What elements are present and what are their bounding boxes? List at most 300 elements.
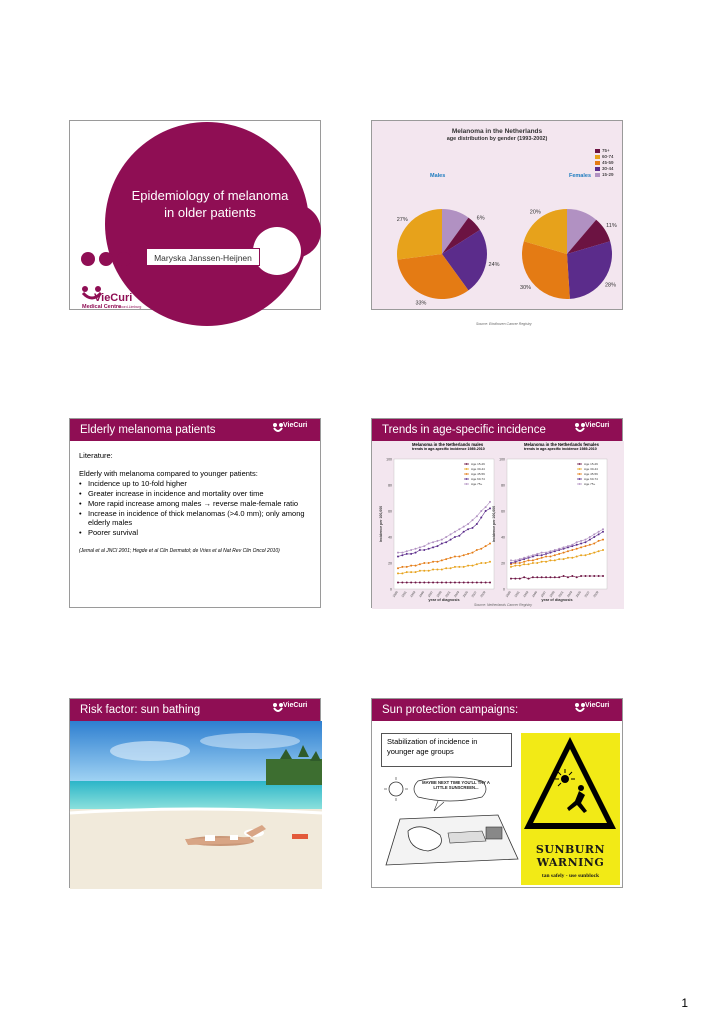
data-point (563, 575, 565, 577)
data-point (423, 582, 425, 584)
data-point (441, 559, 443, 561)
data-point (406, 566, 408, 568)
data-point (602, 575, 604, 577)
data-point (436, 545, 438, 547)
legend-label: Age 60-74 (471, 477, 485, 482)
x-tick-label: 1999 (435, 590, 443, 599)
data-point (458, 528, 460, 530)
data-point (489, 582, 491, 584)
pie-slice-label: 11% (606, 223, 617, 230)
data-point (580, 540, 582, 542)
data-point (458, 582, 460, 584)
data-point (541, 576, 543, 578)
data-point (532, 554, 534, 556)
data-point (445, 582, 447, 584)
x-tick-label: 2009 (592, 590, 600, 599)
data-point (450, 533, 452, 535)
viecuri-logo-small: VieCuri (574, 701, 614, 719)
y-tick-label: 40 (501, 535, 505, 540)
x-tick-label: 2001 (444, 590, 452, 599)
x-tick-label: 1991 (513, 590, 521, 599)
author-box: Maryska Janssen-Heijnen (146, 248, 260, 266)
data-point (467, 565, 469, 567)
data-point (554, 549, 556, 551)
pie-slice-label: 30% (520, 285, 532, 292)
data-point (415, 571, 417, 573)
data-point (554, 559, 556, 561)
data-point (545, 561, 547, 563)
data-point (510, 578, 512, 580)
data-point (523, 561, 525, 563)
data-point (563, 558, 565, 560)
data-point (514, 559, 516, 561)
beach-photo (70, 721, 322, 889)
data-point (458, 535, 460, 537)
y-tick-label: 60 (388, 509, 392, 514)
data-point (397, 582, 399, 584)
x-tick-label: 1989 (391, 590, 399, 599)
bullet-text: Incidence up to 10-fold higher (88, 479, 187, 488)
x-tick-label: 1999 (548, 590, 556, 599)
data-point (401, 566, 403, 568)
x-tick-label: 2009 (479, 590, 487, 599)
data-point (428, 543, 430, 545)
data-point (419, 570, 421, 572)
data-point (510, 566, 512, 568)
data-point (563, 552, 565, 554)
x-tick-label: 2003 (566, 590, 574, 599)
data-point (463, 526, 465, 528)
data-point (463, 566, 465, 568)
data-point (415, 548, 417, 550)
data-point (480, 517, 482, 519)
data-point (549, 550, 551, 552)
data-point (567, 576, 569, 578)
data-point (580, 554, 582, 556)
data-point (467, 528, 469, 530)
data-point (489, 501, 491, 503)
data-point (576, 548, 578, 550)
data-point (415, 582, 417, 584)
data-point (415, 552, 417, 554)
data-point (419, 546, 421, 548)
data-point (436, 582, 438, 584)
legend-marker (579, 473, 581, 475)
viecuri-logo-small: VieCuri (272, 701, 312, 719)
data-point (528, 578, 530, 580)
x-tick-label: 2005 (461, 590, 469, 599)
y-tick-label: 0 (503, 587, 505, 592)
data-point (571, 549, 573, 551)
data-point (450, 567, 452, 569)
viecuri-logo-small: VieCuri (574, 421, 614, 439)
data-point (441, 569, 443, 571)
data-point (523, 563, 525, 565)
data-point (489, 543, 491, 545)
data-point (589, 536, 591, 538)
data-point (419, 582, 421, 584)
data-point (554, 576, 556, 578)
data-point (567, 550, 569, 552)
data-point (480, 582, 482, 584)
legend-marker (579, 483, 581, 485)
pie-slice-label: 20% (529, 209, 541, 216)
x-tick-label: 1993 (522, 590, 530, 599)
data-point (541, 554, 543, 556)
x-tick-label: 1989 (504, 590, 512, 599)
data-point (445, 536, 447, 538)
data-point (458, 556, 460, 558)
data-point (467, 553, 469, 555)
data-point (410, 565, 412, 567)
data-point (401, 552, 403, 554)
data-point (432, 582, 434, 584)
data-point (485, 545, 487, 547)
data-point (436, 540, 438, 542)
x-tick-label: 2003 (453, 590, 461, 599)
data-point (397, 556, 399, 558)
trends-panel: Melanoma in the Netherlands males trends in age-specific incidence 1989-2010 Melanoma in the Netherlands females trends in age-specific incidence 1989-2010 0 20 40 60 80 100 1989 1991 1993 1995 1997 1999 2001 2003 2005 2007 2009 Incidence per 100,000 year of diagnosis Age 15-29 Age 30-44 Age 45-59 Age 60-74 Age 75+ 0 20 40 60 80 100 1989 1991 1993 1995 1997 1999 2001 2003 2005 2007 2009 Incidence per 100,000 year of diagnosis Age 15-29 Age 30-44 Age 45-59 Age 60-74 Age 75+ Source: Netherlands Cancer Registry (372, 441, 624, 609)
bullet-item (79, 489, 315, 498)
data-point (485, 510, 487, 512)
legend-entry: 60-74 (595, 154, 614, 160)
data-point (436, 561, 438, 563)
bullet-icon: • (79, 489, 82, 498)
data-point (571, 557, 573, 559)
data-point (598, 533, 600, 535)
data-point (432, 546, 434, 548)
slide-sun-protection (371, 698, 623, 888)
bullet-icon: • (79, 509, 82, 518)
pie-label-females: Females (569, 173, 592, 179)
data-point (397, 552, 399, 554)
data-point (454, 531, 456, 533)
slide-pie-charts (371, 120, 623, 326)
data-point (532, 559, 534, 561)
data-point (476, 523, 478, 525)
data-point (441, 543, 443, 545)
slide3-body: Literature: Elderly with melanoma compared to younger patients: • Incidence up to 10-fold higher • Greater increase in incidence and mortality over time • More rapid increase among males → reverse male-female ratio • Increase in incidence of thick melanomas (>4.0 mm); only among elderly males • Poorer survival (Jemal et al JNCI 2001; Hegde et al Clin Dermatol; de Vries et al Nat Rev Clin Oncol 2010) (79, 451, 315, 556)
data-point (463, 554, 465, 556)
pie-slice-label: 28% (604, 282, 616, 289)
legend-entry: 45-59 (595, 160, 614, 166)
data-point (598, 550, 600, 552)
slide-title (69, 120, 321, 310)
y-tick-label: 40 (388, 535, 392, 540)
legend-marker (579, 463, 581, 465)
data-point (423, 545, 425, 547)
pie-source: Source: Eindhoven Cancer Registry (476, 322, 532, 326)
data-point (471, 552, 473, 554)
data-point (458, 566, 460, 568)
data-point (454, 556, 456, 558)
bullet-icon: • (79, 528, 82, 537)
data-point (397, 572, 399, 574)
bullet-text: Poorer survival (88, 528, 139, 537)
data-point (454, 536, 456, 538)
data-point (401, 554, 403, 556)
pie-slice-label: 33% (415, 300, 427, 307)
data-point (584, 539, 586, 541)
legend-marker (466, 473, 468, 475)
data-point (576, 541, 578, 543)
pie-label-males: Males (430, 173, 446, 179)
data-point (558, 558, 560, 560)
slide-trends (371, 418, 623, 608)
data-point (563, 546, 565, 548)
x-tick-label: 1997 (539, 590, 547, 599)
data-point (598, 531, 600, 533)
bullet-text: More rapid increase among males → reverse male-female ratio (88, 499, 299, 508)
data-point (428, 582, 430, 584)
data-point (428, 548, 430, 550)
bullet-item (79, 479, 315, 488)
legend-marker (466, 483, 468, 485)
data-point (584, 545, 586, 547)
data-point (549, 576, 551, 578)
slide6-header: Sun protection campaigns: (372, 699, 622, 721)
data-point (423, 570, 425, 572)
bullet-icon: • (79, 479, 82, 488)
data-point (536, 576, 538, 578)
data-point (445, 541, 447, 543)
data-point (406, 571, 408, 573)
data-point (532, 562, 534, 564)
legend-label: Age 45-59 (471, 472, 485, 477)
x-tick-label: 1995 (530, 590, 539, 599)
slide5-header: Risk factor: sun bathing (70, 699, 320, 721)
data-point (541, 561, 543, 563)
slide4-header: Trends in age-specific incidence (372, 419, 622, 441)
data-point (471, 527, 473, 529)
data-point (558, 576, 560, 578)
data-point (523, 576, 525, 578)
data-point (549, 559, 551, 561)
legend-label: Age 30-44 (471, 467, 485, 472)
data-point (580, 543, 582, 545)
data-point (584, 541, 586, 543)
bullet-list (79, 479, 315, 537)
data-point (576, 556, 578, 558)
y-tick-label: 80 (501, 483, 505, 488)
data-point (450, 539, 452, 541)
data-point (541, 552, 543, 554)
bullet-item (79, 499, 315, 508)
data-point (580, 575, 582, 577)
data-point (432, 561, 434, 563)
data-point (528, 556, 530, 558)
legend-marker (579, 468, 581, 470)
data-point (545, 552, 547, 554)
pie-slice-label: 6% (476, 215, 485, 222)
data-point (510, 562, 512, 564)
data-point (401, 572, 403, 574)
data-point (549, 556, 551, 558)
data-point (471, 565, 473, 567)
y-axis-label: Incidence per 100,000 (379, 505, 383, 543)
pie-slice-label: 24% (488, 261, 500, 268)
data-point (584, 554, 586, 556)
trend-charts-svg (372, 441, 624, 609)
data-point (480, 562, 482, 564)
data-point (410, 553, 412, 555)
data-point (528, 563, 530, 565)
data-point (476, 515, 478, 517)
legend-entry: 30-44 (595, 166, 614, 172)
data-point (593, 543, 595, 545)
data-point (489, 507, 491, 509)
legend-label: Age 45-59 (584, 472, 598, 477)
legend-marker (466, 478, 468, 480)
data-point (589, 553, 591, 555)
x-tick-label: 1995 (417, 590, 426, 599)
data-point (397, 567, 399, 569)
data-point (558, 548, 560, 550)
y-tick-label: 20 (388, 561, 392, 566)
data-point (450, 557, 452, 559)
pie-subtitle: age distribution by gender (1993-2002) (446, 136, 548, 142)
data-point (480, 548, 482, 550)
data-point (454, 582, 456, 584)
data-point (593, 575, 595, 577)
x-tick-label: 1993 (409, 590, 417, 599)
data-point (406, 582, 408, 584)
y-tick-label: 100 (386, 457, 392, 462)
data-point (406, 550, 408, 552)
data-point (514, 578, 516, 580)
data-point (593, 552, 595, 554)
data-point (567, 545, 569, 547)
data-point (571, 575, 573, 577)
data-point (476, 549, 478, 551)
slide-sunbathing (69, 698, 321, 888)
sunscreen-cartoon (378, 775, 524, 885)
data-point (576, 544, 578, 546)
data-point (428, 562, 430, 564)
x-tick-label: 1991 (400, 590, 408, 599)
cartoon-bubble-text: MAYBE NEXT TIME YOU'LL TRY A LITTLE SUNSCREEN... (422, 780, 490, 790)
y-tick-label: 0 (390, 587, 392, 592)
data-point (419, 563, 421, 565)
bullet-icon: • (79, 499, 82, 508)
x-tick-label: 1997 (426, 590, 434, 599)
data-point (471, 519, 473, 521)
data-point (401, 582, 403, 584)
data-point (450, 582, 452, 584)
bullet-item (79, 509, 315, 527)
data-point (598, 540, 600, 542)
data-point (432, 569, 434, 571)
data-point (415, 565, 417, 567)
data-point (554, 554, 556, 556)
data-point (528, 559, 530, 561)
legend-marker (579, 478, 581, 480)
dot-1 (81, 252, 95, 266)
data-point (536, 562, 538, 564)
data-point (419, 549, 421, 551)
data-point (536, 553, 538, 555)
data-point (545, 556, 547, 558)
data-point (428, 570, 430, 572)
data-point (441, 539, 443, 541)
data-point (602, 539, 604, 541)
dot-3 (117, 252, 131, 266)
data-point (476, 582, 478, 584)
data-point (523, 557, 525, 559)
data-point (410, 571, 412, 573)
data-point (436, 569, 438, 571)
legend-entry: 75+ (595, 148, 614, 154)
sunburn-warning-sign: SUNBURN WARNING tan safely - use sunblock (521, 733, 620, 885)
viecuri-logo-small: VieCuri (272, 421, 312, 439)
legend-label: Age 15-29 (584, 462, 598, 467)
data-point (510, 559, 512, 561)
pie-slice-label: 27% (396, 216, 408, 223)
slide1-title: Epidemiology of melanoma in older patients (131, 188, 289, 220)
y-tick-label: 80 (388, 483, 392, 488)
data-point (410, 549, 412, 551)
white-circle (253, 227, 301, 275)
legend-label: Age 30-44 (584, 467, 598, 472)
x-axis-label: year of diagnosis (541, 598, 573, 602)
data-point (441, 582, 443, 584)
data-point (432, 541, 434, 543)
data-point (485, 582, 487, 584)
data-point (593, 536, 595, 538)
slide-elderly (69, 418, 321, 608)
x-tick-label: 2001 (557, 590, 565, 599)
data-point (519, 558, 521, 560)
data-point (485, 562, 487, 564)
legend-marker (466, 468, 468, 470)
x-tick-label: 2007 (583, 590, 591, 599)
data-point (602, 531, 604, 533)
data-point (536, 558, 538, 560)
viecuri-logo: VieCuri Medical Centre Noord-Limburg (80, 287, 160, 309)
data-point (598, 575, 600, 577)
data-point (532, 576, 534, 578)
dot-2 (99, 252, 113, 266)
data-point (541, 557, 543, 559)
data-point (445, 567, 447, 569)
campaign-text-box: Stabilization of incidence in younger age groups (381, 733, 512, 767)
data-point (406, 553, 408, 555)
data-point (602, 528, 604, 530)
data-point (476, 563, 478, 565)
legend-label: Age 75+ (471, 482, 483, 487)
data-point (589, 539, 591, 541)
data-point (471, 582, 473, 584)
y-tick-label: 60 (501, 509, 505, 514)
data-point (423, 549, 425, 551)
data-point (463, 531, 465, 533)
bullet-text: Increase in incidence of thick melanomas (>4.0 mm); only among elderly males (88, 509, 305, 527)
data-point (514, 565, 516, 567)
data-point (567, 557, 569, 559)
data-point (463, 582, 465, 584)
y-tick-label: 100 (499, 457, 505, 462)
data-point (545, 576, 547, 578)
data-point (467, 523, 469, 525)
x-axis-label: year of diagnosis (428, 598, 460, 602)
legend-label: Age 15-29 (471, 462, 485, 467)
data-point (576, 576, 578, 578)
data-point (589, 544, 591, 546)
data-point (593, 533, 595, 535)
page-number: 1 (681, 996, 688, 1010)
y-tick-label: 20 (501, 561, 505, 566)
data-point (519, 565, 521, 567)
